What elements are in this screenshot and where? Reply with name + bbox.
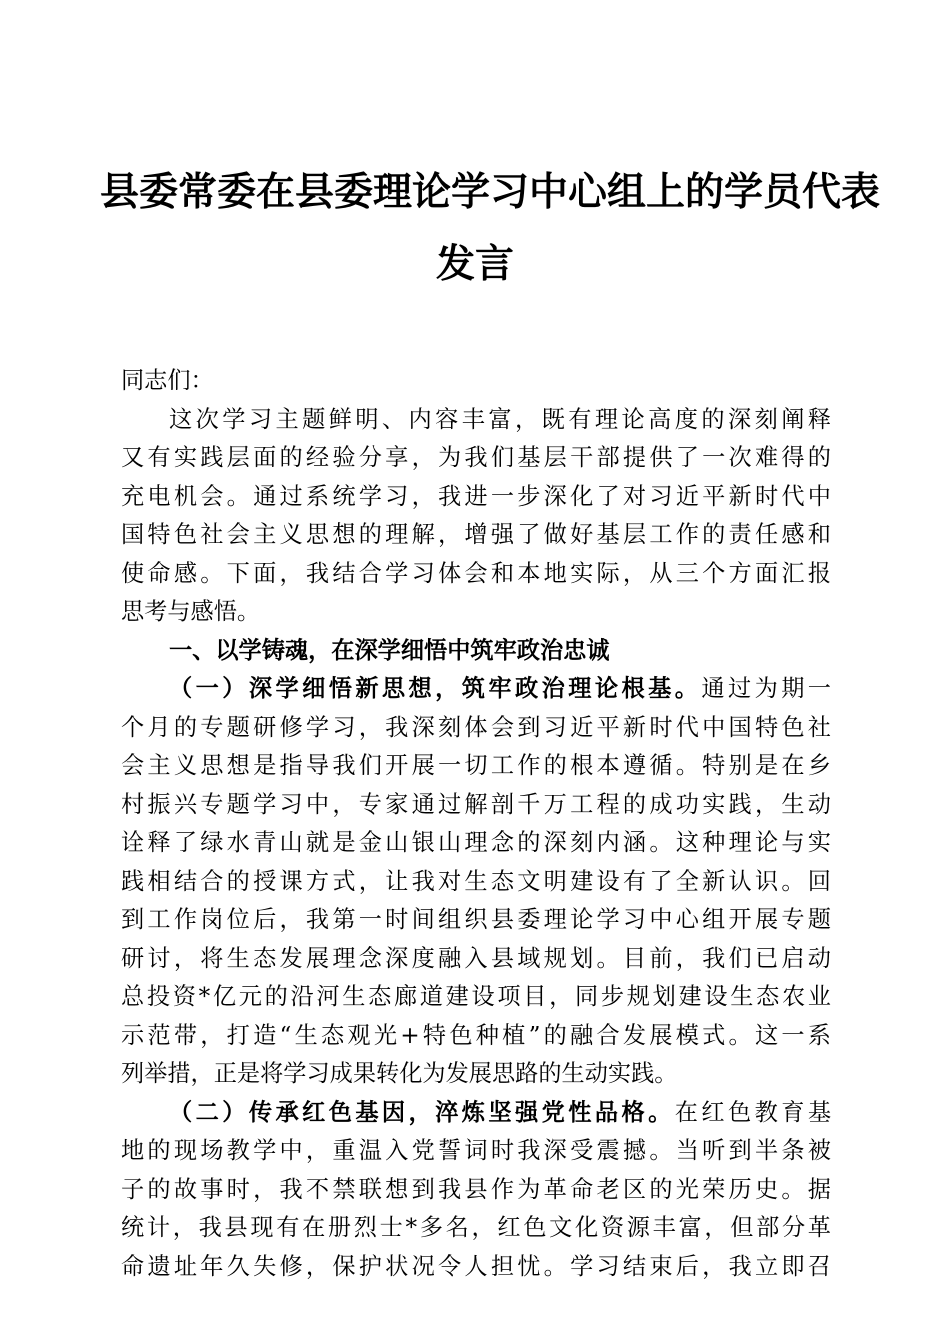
paragraph-line: 会主义思想是指导我们开展一切工作的根本遵循。特别是在乡 xyxy=(121,752,831,779)
document-title-line-1: 县委常委在县委理论学习中心组上的学员代表 xyxy=(100,169,881,215)
document-body xyxy=(121,362,831,1286)
intro-line: 国特色社会主义思想的理解，增强了做好基层工作的责任感和 xyxy=(121,521,831,548)
subsection-lead: （二）传承红色基因，淬炼坚强党性品格。 xyxy=(169,1098,675,1126)
paragraph-line: 命遗址年久失修，保护状况令人担忧。学习结束后，我立即召 xyxy=(121,1252,831,1280)
paragraph-line: 到工作岗位后，我第一时间组织县委理论学习中心组开展专题 xyxy=(121,906,831,933)
paragraph-line: 列举措，正是将学习成果转化为发展思路的生动实践。 xyxy=(121,1060,678,1087)
subsection-first-line xyxy=(121,670,831,709)
paragraph-line: 总投资*亿元的沿河生态廊道建设项目，同步规划建设生态农业 xyxy=(121,983,831,1010)
paragraph-line: 践相结合的授课方式，让我对生态文明建设有了全新认识。回 xyxy=(121,867,831,895)
section-heading: 一、以学铸魂，在深学细悟中筑牢政治忠诚 xyxy=(169,636,610,664)
salutation: 同志们： xyxy=(121,367,214,394)
paragraph-line: 村振兴专题学习中，专家通过解剖千万工程的成功实践，生动 xyxy=(121,790,831,818)
intro-line: 又有实践层面的经验分享，为我们基层干部提供了一次难得的 xyxy=(121,444,831,471)
intro-line: 充电机会。通过系统学习，我进一步深化了对习近平新时代中 xyxy=(121,482,831,510)
document-title-line-2: 发言 xyxy=(435,241,514,287)
subsection-first-line xyxy=(121,1094,831,1133)
intro-line: 使命感。下面，我结合学习体会和本地实际，从三个方面汇报 xyxy=(121,559,831,587)
intro-line: 思考与感悟。 xyxy=(121,598,261,625)
paragraph-line: 研讨，将生态发展理念深度融入县域规划。目前，我们已启动 xyxy=(121,944,831,972)
paragraph-line: 示范带，打造“生态观光+特色种植”的融合发展模式。这一系 xyxy=(121,1021,831,1049)
paragraph-line: 地的现场教学中，重温入党誓词时我深受震撼。当听到半条被 xyxy=(121,1137,831,1164)
paragraph-line: 个月的专题研修学习，我深刻体会到习近平新时代中国特色社 xyxy=(121,713,831,741)
subsection-first-rest: 在红色教育基 xyxy=(674,1098,832,1126)
subsection-first-rest: 通过为期一 xyxy=(701,675,831,702)
subsection-lead: （一）深学细悟新思想，筑牢政治理论根基。 xyxy=(169,675,702,702)
intro-line: 这次学习主题鲜明、内容丰富，既有理论高度的深刻阐释 xyxy=(169,405,831,433)
paragraph-line: 统计，我县现有在册烈士*多名，红色文化资源丰富，但部分革 xyxy=(121,1214,831,1241)
paragraph-line: 诠释了绿水青山就是金山银山理念的深刻内涵。这种理论与实 xyxy=(121,829,831,856)
paragraph-line: 子的故事时，我不禁联想到我县作为革命老区的光荣历史。据 xyxy=(121,1175,831,1203)
